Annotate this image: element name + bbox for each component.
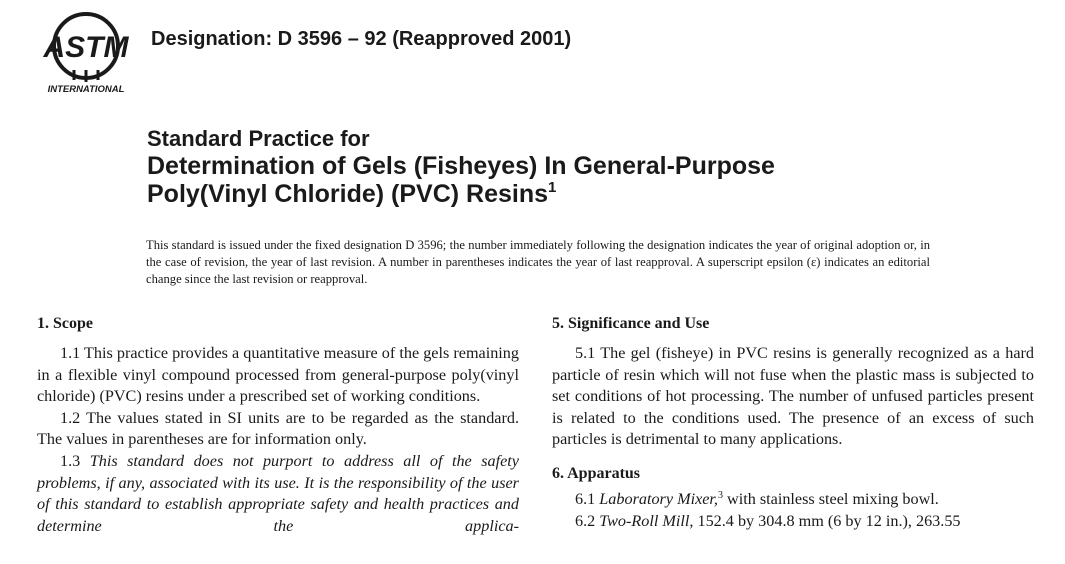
paragraph-5-1: 5.1 The gel (fisheye) in PVC resins is generally recognized as a hard particle of resin which will not fuse when the plastic mass is subjected to set conditions of hot processing. The number of unfused particles present is related to the conditions used. The presence of an excess of such particles is detrimental to many applications. [552,344,1034,449]
paragraph-6-2-term: Two-Roll Mill [599,511,690,530]
paragraph-1-3-number: 1.3 [60,451,90,470]
section-heading-significance: 5. Significance and Use [552,315,710,332]
logo-international-text: INTERNATIONAL [47,84,125,95]
title-line-2-text: Poly(Vinyl Chloride) (PVC) Resins [147,180,549,208]
logo-mark-text: ASTM [43,31,129,64]
section-heading-scope: 1. Scope [37,315,93,332]
right-column [552,313,1034,532]
paragraph-6-1-number: 6.1 [575,489,600,508]
title-line-2 [147,180,775,208]
title-prefix: Standard Practice for [147,126,370,151]
paragraph-6-2-rest: , 152.4 by 304.8 mm (6 by 12 in.), 263.55 [689,511,961,530]
document-title [147,126,775,208]
issuance-notice: This standard is issued under the fixed designation D 3596; the number immediately following the designation indicates the year of original adoption or, in the case of revision, the year of last revision. A number in parentheses indicates the year of last reapproval. A superscript epsilon (ε) indicates an editorial change since the last revision or reapproval. [146,238,930,287]
left-column [37,313,519,537]
title-line-1: Determination of Gels (Fisheyes) In General-Purpose [147,152,775,180]
paragraph-6-1 [552,489,1034,511]
paragraph-1-1: 1.1 This practice provides a quantitative measure of the gels remaining in a flexible vinyl compound processed from general-purpose poly(vinyl chloride) (PVC) resins under a prescribed set of working conditions. [37,344,519,406]
paragraph-1-2: 1.2 The values stated in SI units are to be regarded as the standard. The values in parentheses are for information only. [37,408,519,449]
paragraph-6-1-footnote-ref: 3 [717,489,723,501]
paragraph-6-1-term: Laboratory Mixer, [599,489,718,508]
paragraph-6-2 [552,511,1034,533]
astm-international-logo [38,10,138,96]
section-heading-apparatus: 6. Apparatus [552,464,641,482]
title-footnote-ref: 1 [548,179,557,196]
designation: Designation: D 3596 – 92 (Reapproved 2001) [151,28,572,50]
paragraph-1-3-text: This standard does not purport to address all of the safety problems, if any, associated with its use. It is the responsibility of the user of this standard to establish appropriate safety and health practices and determine the applica- [37,451,519,535]
paragraph-6-1-rest: with stainless steel mixing bowl. [722,489,939,508]
paragraph-6-2-number: 6.2 [575,511,600,530]
paragraph-1-3 [37,451,519,537]
